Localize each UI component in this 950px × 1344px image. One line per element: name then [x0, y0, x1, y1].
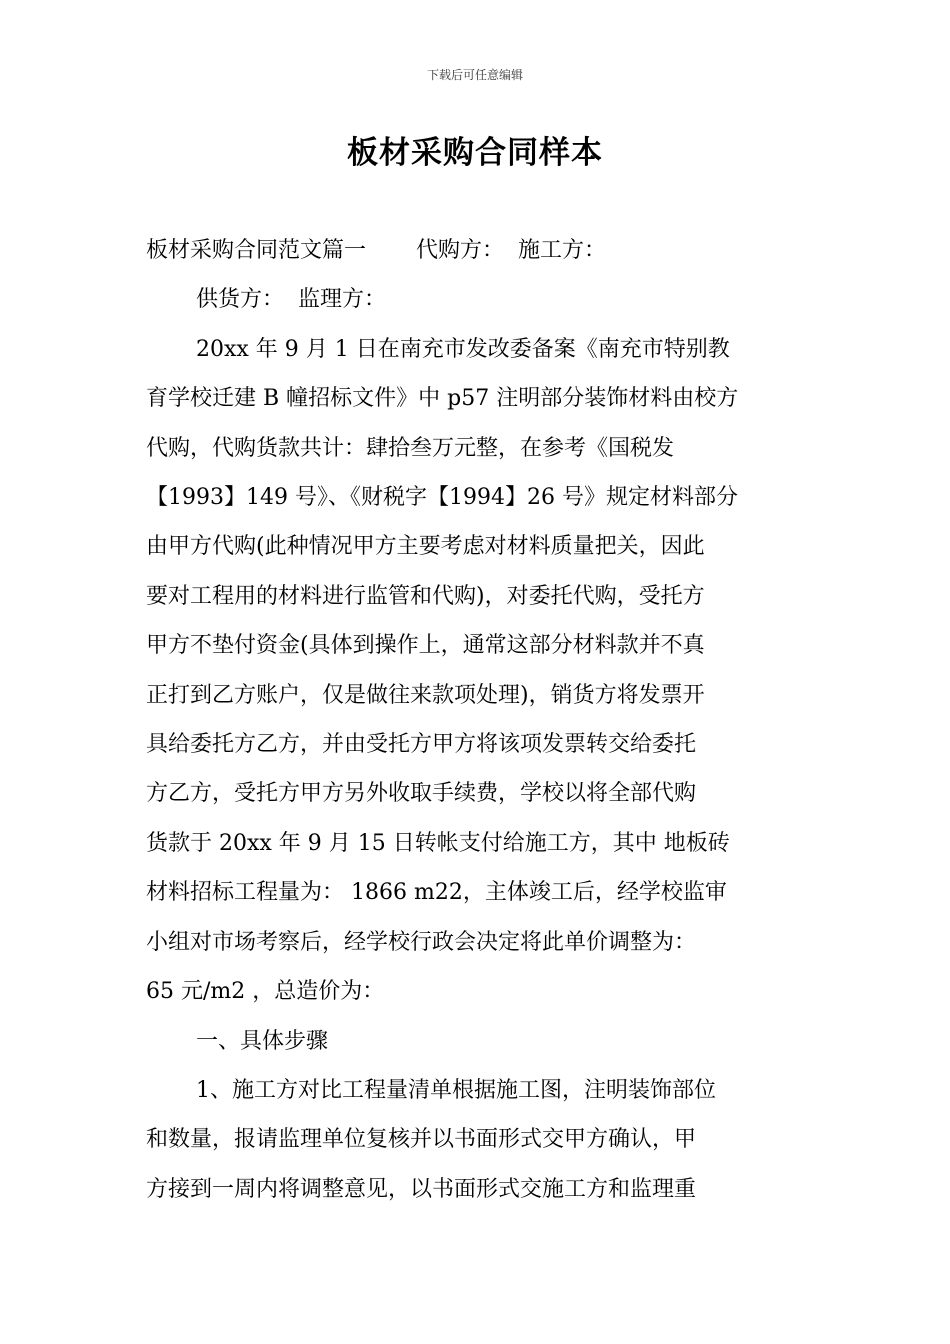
paragraph-line: 代购，代购货款共计：肆拾叁万元整，在参考《国税发	[146, 435, 675, 461]
constructor-label: 施工方：	[518, 238, 607, 263]
parties-line	[146, 275, 810, 324]
paragraph-line: 要对工程用的材料进行监管和代购)，对委托代购，受托方	[146, 583, 705, 609]
paragraph-line: 小组对市场考察后，经学校行政会决定将此单价调整为：	[146, 929, 697, 955]
paragraph-line: 具给委托方乙方，并由受托方甲方将该项发票转交给委托	[146, 732, 697, 758]
section-heading: 一、具体步骤	[196, 1028, 329, 1054]
paragraph-line: 正打到乙方账户，仅是做往来款项处理)，销货方将发票开	[146, 682, 705, 708]
document-body	[146, 226, 810, 1214]
paragraph-line: 65 元/m2 ，总造价为：	[146, 979, 385, 1005]
intro-line	[146, 226, 810, 275]
paragraph-line: 育学校迁建 B 幢招标文件》中 p57 注明部分装饰材料由校方	[146, 386, 739, 412]
paragraph-line: 20xx 年 9 月 1 日在南充市发改委备案《南充市特别教	[196, 336, 730, 362]
agent-buyer-label: 代购方：	[416, 238, 505, 263]
header-note: 下载后可任意编辑	[426, 68, 523, 82]
paragraph-line: 甲方不垫付资金(具体到操作上，通常这部分材料款并不真	[146, 633, 705, 659]
paragraph-line: 方乙方，受托方甲方另外收取手续费，学校以将全部代购	[146, 781, 697, 807]
step-line: 方接到一周内将调整意见，以书面形式交施工方和监理重	[146, 1176, 697, 1202]
supervisor-label: 监理方：	[298, 287, 387, 313]
document-title: 板材采购合同样本	[347, 135, 603, 171]
step-line: 1、施工方对比工程量清单根据施工图，注明装饰部位	[196, 1077, 716, 1103]
doc-name: 板材采购合同范文篇一	[146, 238, 367, 263]
supplier-label: 供货方：	[196, 287, 285, 313]
paragraph-line: 材料招标工程量为： 1866 m22，主体竣工后，经学校监审	[146, 880, 727, 906]
paragraph-line: 【1993】149 号》、《财税字【1994】26 号》规定材料部分	[146, 485, 738, 511]
step-line: 和数量，报请监理单位复核并以书面形式交甲方确认，甲	[146, 1127, 697, 1153]
paragraph-line: 货款于 20xx 年 9 月 15 日转帐支付给施工方，其中 地板砖	[146, 830, 730, 856]
paragraph-line: 由甲方代购(此种情况甲方主要考虑对材料质量把关，因此	[146, 534, 705, 560]
